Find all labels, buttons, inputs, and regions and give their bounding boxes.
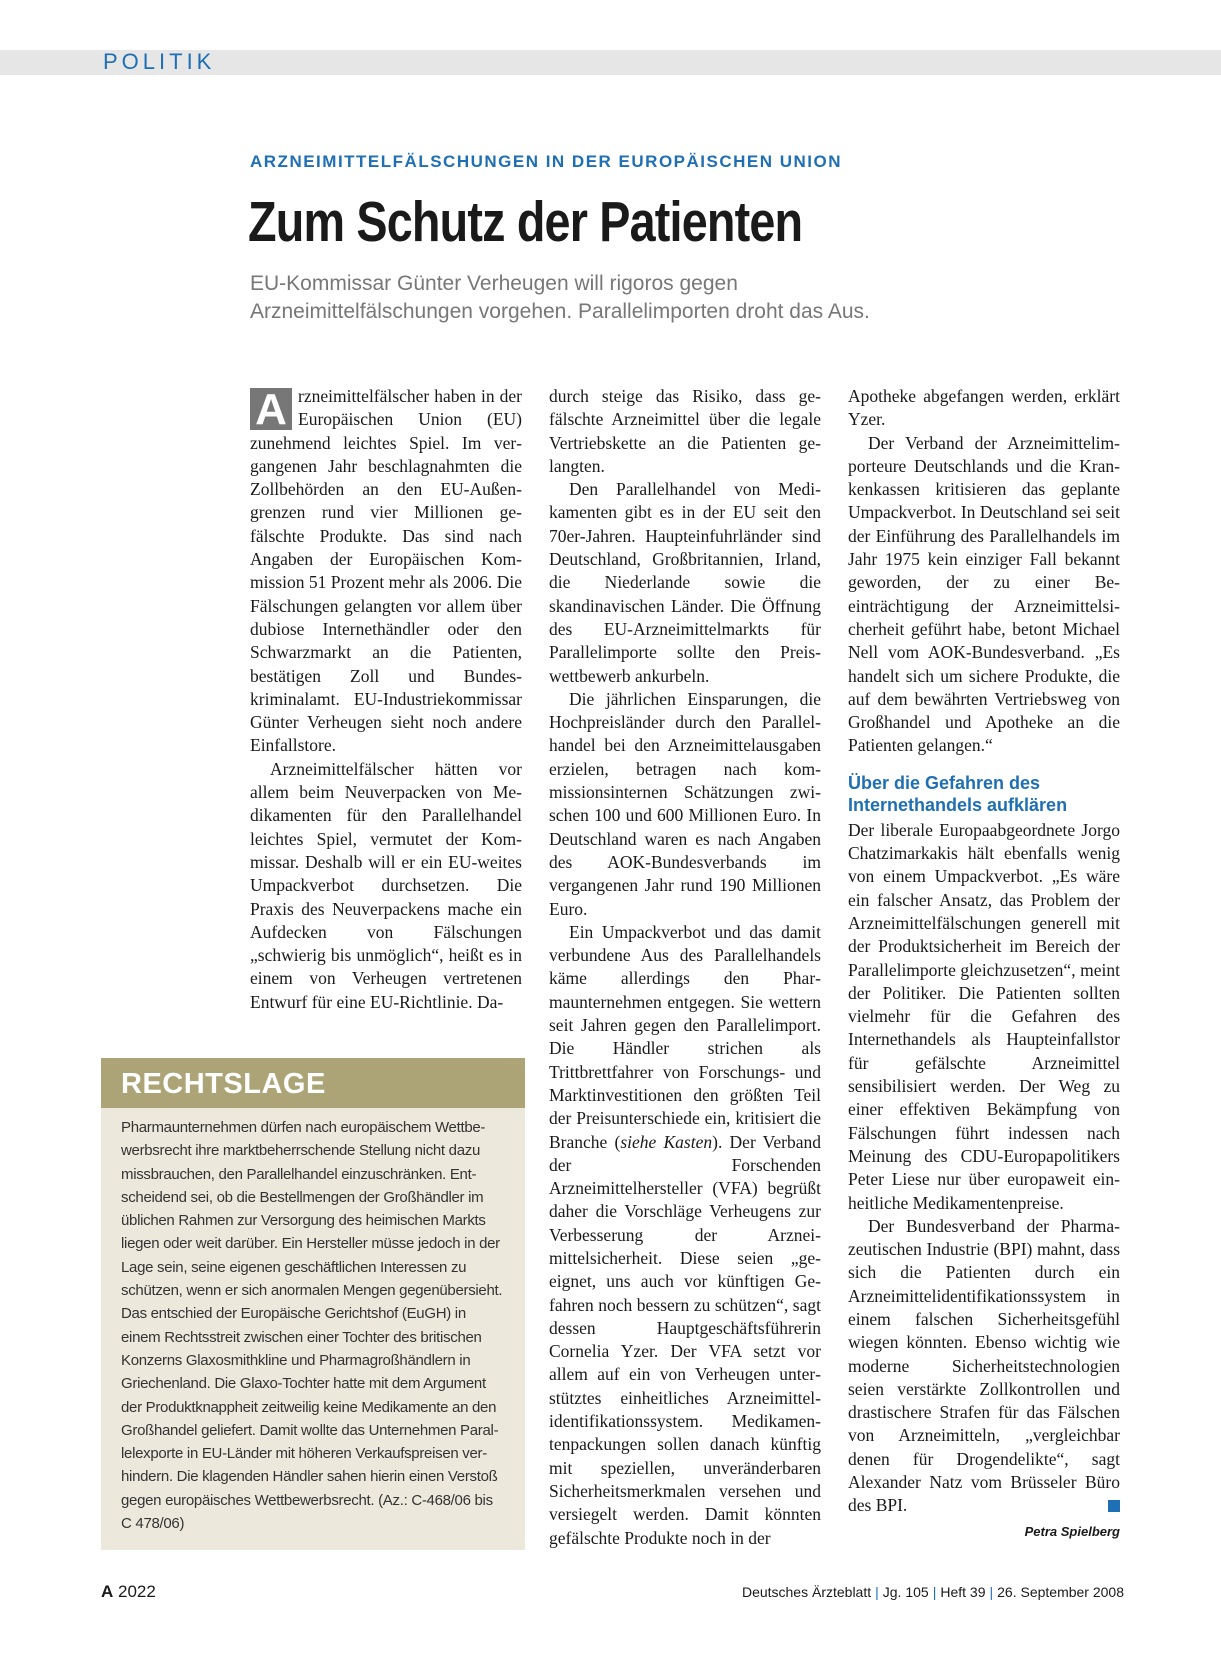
body-paragraph: Der Verband der Arzneimittelimporteure Deutschlands und die Krankenkassen kritisieren das geplante Umpackverbot. In Deutschland sei seit der Einführung des Parallelhandels im Jahr 1975 kein einziger Fall bekannt geworden, der zu einer Beeinträchtigung der Arzneimittelsicherheit geführt habe, betont Michael Nell vom AOK-Bundesverband. „Es handelt sich um sichere Produkte, die auf dem bewährten Vertriebsweg von Großhandel und Apotheke an die Patienten gelangen.“	[848, 432, 1120, 756]
paragraph-text: ). Der Verband der Forschenden Arzneimittelhersteller (VFA) begrüßt daher die Vorschläge Verheugens zur Verbesserung der Arzneimittelsicherheit. Diese seien „geeignet, uns auch vor künftigen Gefahren noch bessern zu schützen“, sagt dessen Hauptgeschäftsführerin Cornelia Yzer. Der VFA setzt vor allem auf ein von Verheugen unterstütztes einheitliches Arzneimittelidentifikationssystem. Medikamentenpackungen sollen danach künftig mit speziellen, unveränderbaren Sicherheitsmerkmalen versehen und versiegelt werden. Damit könnten gefälschte Produkte noch in der	[549, 1131, 821, 1548]
body-paragraph: Die jährlichen Einsparungen, die Hochpreisländer durch den Parallelhandel bei den Arzneimittelausgaben erzielen, betragen nach kommissionsinternen Schätzungen zwischen 100 und 600 Millionen Euro. In Deutschland waren es nach Angaben des AOK-Bundesverbands im vergangenen Jahr rund 190 Millionen Euro.	[549, 688, 821, 919]
box-reference: siehe Kasten	[620, 1131, 713, 1152]
section-subhead	[848, 772, 1120, 816]
separator: |	[989, 1584, 994, 1600]
body-paragraph	[549, 921, 821, 1550]
deck-line: Arzneimittelfälschungen vorgehen. Parallelimporten droht das Aus.	[250, 300, 870, 323]
journal-issue: Heft 39	[940, 1584, 986, 1600]
body-paragraph	[250, 385, 522, 758]
paragraph-text: Ein Umpackverbot und das damit verbundene Aus des Parallelhandels käme allerdings den Pharmaunternehmen entgegen. Sie wettern seit Jahren gegen den Parallelimport. Die Händler strichen als Trittbrettfahrer von Forschungs- und Marktinvestitionen den größten Teil der Preisunterschiede ein, kritisiert die Branche (	[549, 921, 821, 1152]
body-paragraph: Arzneimittelfälscher hätten vor allem beim Neuverpacken von Medikamenten für den Parallelhandel leichtes Spiel, vermutet der Kommissar. Deshalb will er ein EU-weites Umpackverbot durchsetzen. Die Praxis des Neuverpackens mache ein Aufdecken von Fälschungen „schwierig bis unmöglich“, heißt es in einem von Verheugen vertretenen Entwurf für eine EU-Richtlinie. Da-	[250, 758, 522, 1012]
footer-citation	[742, 1584, 1124, 1600]
body-paragraph: Der liberale Europaabgeordnete Jorgo Chatzimarkakis hält ebenfalls wenig von einem Umpackverbot. „Es wäre ein falscher Ansatz, das Problem der Arzneimittelfälschungen generell mit der Produktsicherheit im Bereich der Parallelimporte gleichzusetzen“, meint der Politiker. Die Patienten sollten vielmehr für die Gefahren des Internethandels als Haupteinfallstor für gefälschte Arzneimittel sensibilisiert werden. Der Weg zu einer effektiven Bekämpfung von Fälschungen führt indessen nach Meinung des CDU-Europapolitikers Peter Liese nur über europaweit einheitliche Medikamentenpreise.	[848, 819, 1120, 1213]
issue-date: 26. September 2008	[997, 1584, 1124, 1600]
article-headline: Zum Schutz der Patienten	[248, 190, 803, 254]
info-box	[101, 1058, 525, 1550]
body-paragraph: Apotheke abgefangen werden, erklärt Yzer.	[848, 386, 1120, 430]
article-column-3	[848, 385, 1120, 1543]
article-kicker: ARZNEIMITTELFÄLSCHUNGEN IN DER EUROPÄISCHEN UNION	[250, 152, 843, 171]
article-deck	[250, 270, 970, 326]
page-number-value: 2022	[118, 1582, 156, 1601]
article-column-2	[549, 385, 821, 1550]
body-paragraph	[848, 1215, 1120, 1518]
end-mark-square-icon	[1108, 1500, 1120, 1512]
article-column-1	[250, 385, 522, 1014]
author-byline: Petra Spielberg	[1024, 1523, 1120, 1539]
drop-cap: A	[250, 388, 292, 430]
page-number	[101, 1582, 156, 1602]
deck-line: EU-Kommissar Günter Verheugen will rigoros gegen	[250, 272, 738, 295]
journal-name: Deutsches Ärzteblatt	[741, 1584, 872, 1600]
body-paragraph: Den Parallelhandel von Medikamenten gibt es in der EU seit den 70er-Jahren. Haupteinfuhrländer sind Deutschland, Großbritannien, Irland, die Niederlande sowie die skandinavischen Länder. Die Öffnung des EU-Arzneimittelmarkts für Parallelimporte sollte den Preiswettbewerb ankurbeln.	[549, 479, 821, 686]
separator: |	[875, 1584, 879, 1600]
body-paragraph: durch steige das Risiko, dass gefälschte Arzneimittel über die legale Vertriebskette an die Patienten gelangten.	[549, 386, 821, 476]
paragraph-text: rzneimittelfälscher haben in der Europäischen Union (EU) zunehmend leichtes Spiel. Im vergangenen Jahr beschlagnahmten die Zollbehörden an den EU-Außengrenzen rund vier Millionen gefälschte Produkte. Das sind nach Angaben der Europäischen Kommission 51 Prozent mehr als 2006. Die Fälschungen gelangten vor allem über dubiose Internethändler oder den Schwarzmarkt an die Patienten, bestätigen Zoll und Bundeskriminalamt. EU-Industriekommissar Günter Verheugen sieht noch andere Einfallstore.	[250, 386, 522, 756]
paragraph-text: Der Bundesverband der Pharmazeutischen Industrie (BPI) mahnt, dass sich die Patienten durch ein Arzneimittelidentifikationssystem in einem falschen Sicherheitsgefühl wiegen könnten. Ebenso wichtig wie moderne Sicherheitstechnologien seien verstärkte Zollkontrollen und drastischere Strafen für das Fälschen von Arzneimitteln, „vergleichbar denen für Drogendelikte“, sagt Alexander Natz vom Brüsseler Büro des BPI.	[848, 1215, 1120, 1516]
page-prefix: A	[101, 1582, 114, 1601]
section-label: POLITIK	[103, 49, 216, 74]
separator: |	[932, 1584, 937, 1600]
info-box-text: Pharmaunternehmen dürfen nach europäischem Wettbewerbsrecht ihre marktbeherrschende Stellung nicht dazu missbrauchen, den Parallelhandel einzuschränken. Entscheidend sei, ob die Bestellmengen der Großhändler im üblichen Rahmen zur Versorgung des heimischen Markts liegen oder weit darüber. Ein Hersteller müsse jedoch in der Lage sein, seine eigenen geschäftlichen Interessen zu schützen, wenn er sich anormalen Mengen gegenübersieht. Das entschied der Europäische Gerichtshof (EuGH) in einem Rechtsstreit zwischen einer Tochter des britischen Konzerns Glaxosmithkline und Pharmagroßhändlern in Griechenland. Die Glaxo-Tochter hatte mit dem Argument der Produktknappheit zeitweilig keine Medikamente an den Großhandel geliefert. Damit wollte das Unternehmen Parallelexporte in EU-Länder mit höheren Verkaufspreisen verhindern. Die klagenden Händler sahen hierin einen Verstoß gegen europäisches Wettbewerbsrecht. (Az.: C-468/06 bis C 478/06)	[121, 1119, 503, 1533]
subhead-line: Über die Gefahren des	[848, 772, 1041, 793]
journal-volume: Jg. 105	[882, 1584, 929, 1600]
info-box-title: RECHTSLAGE	[101, 1058, 525, 1108]
subhead-line: Internethandels aufklären	[848, 794, 1068, 815]
